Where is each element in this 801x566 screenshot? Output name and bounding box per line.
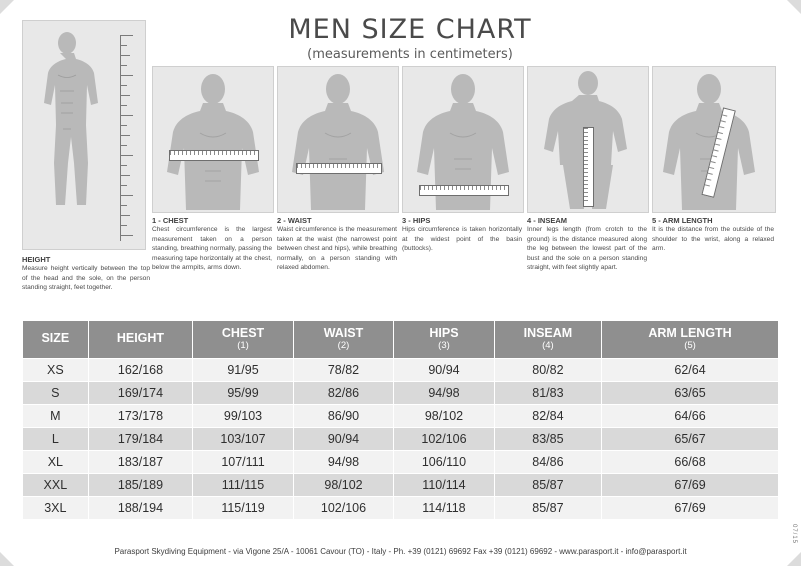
measurement-cell: 114/118: [394, 497, 494, 520]
measurement-cell: 85/87: [494, 497, 601, 520]
waist-caption: [277, 216, 397, 273]
hips-caption-title: 3 - HIPS: [402, 216, 431, 225]
measurement-cell: 90/94: [394, 359, 494, 382]
measurement-cell: 84/86: [494, 451, 601, 474]
measurement-cell: 115/119: [193, 497, 293, 520]
column-header-index: (3): [438, 339, 450, 351]
page-subtitle: (measurements in centimeters): [307, 47, 513, 62]
size-cell: 3XL: [23, 497, 89, 520]
column-header-label: HIPS: [429, 326, 459, 340]
height-caption-text: Measure height vertically between the top of the head and the sole, on the person standing straight, feet together.: [22, 265, 150, 292]
measurement-cell: 185/189: [88, 474, 193, 497]
hips-caption-text: Hips circumference is taken horizontally at the widest point of the basin (buttocks).: [402, 226, 522, 253]
measurement-cell: 103/107: [193, 428, 293, 451]
measurement-cell: 81/83: [494, 382, 601, 405]
table-row: [23, 474, 779, 497]
full-body-silhouette-icon: [27, 29, 107, 245]
size-cell: L: [23, 428, 89, 451]
size-cell: XL: [23, 451, 89, 474]
chest-caption-title: 1 - CHEST: [152, 216, 189, 225]
measurement-cell: 110/114: [394, 474, 494, 497]
hips-measuring-tape-icon: [419, 185, 509, 196]
measurement-cell: 62/64: [602, 359, 779, 382]
measurement-cell: 107/111: [193, 451, 293, 474]
arm-length-caption: [652, 216, 774, 254]
measurement-cell: 188/194: [88, 497, 193, 520]
column-header-index: (2): [337, 339, 350, 351]
arm-length-caption-title: 5 - ARM LENGTH: [652, 216, 713, 225]
measurement-cell: 102/106: [293, 497, 393, 520]
measurement-cell: 94/98: [293, 451, 393, 474]
chest-caption: [152, 216, 272, 273]
column-header-label: INSEAM: [523, 326, 573, 340]
measurement-cell: 98/102: [293, 474, 393, 497]
table-column-header: [23, 321, 89, 359]
measurement-cell: 67/69: [602, 474, 779, 497]
footer-contact: Parasport Skydiving Equipment - via Vigone 25/A - 10061 Cavour (TO) - Italy - Ph. +39 (0121) 69692 Fax +39 (0121) 69692 - www.parasport.it - info@parasport.it: [114, 547, 687, 556]
column-header-label: HEIGHT: [116, 331, 165, 346]
measurement-cell: 162/168: [88, 359, 193, 382]
hips-figure-panel: [402, 66, 524, 213]
measurement-cell: 83/85: [494, 428, 601, 451]
arm-length-figure-panel: [652, 66, 776, 213]
waist-figure-panel: [277, 66, 399, 213]
measurement-cell: 111/115: [193, 474, 293, 497]
height-caption: [22, 255, 150, 293]
measurement-cell: 86/90: [293, 405, 393, 428]
measurement-cell: 169/174: [88, 382, 193, 405]
measurement-cell: 63/65: [602, 382, 779, 405]
table-row: [23, 497, 779, 520]
table-row: [23, 359, 779, 382]
waist-caption-text: Waist circumference is the measurement taken at the waist (the narrowest point between chest and hips), while breathing normally, on a person standing with relaxed abdomen.: [277, 226, 397, 272]
column-header-index: (1): [237, 339, 249, 351]
measurement-cell: 67/69: [602, 497, 779, 520]
column-header-label: CHEST: [221, 326, 265, 340]
page-title: MEN SIZE CHART: [288, 14, 532, 45]
measurement-cell: 98/102: [394, 405, 494, 428]
measurement-cell: 82/84: [494, 405, 601, 428]
chest-figure-panel: [152, 66, 274, 213]
table-column-header: [394, 321, 494, 359]
page-header: [230, 14, 590, 62]
size-table-wrapper: [22, 320, 779, 520]
measurement-cell: 85/87: [494, 474, 601, 497]
measurement-cell: 64/66: [602, 405, 779, 428]
table-column-header: [602, 321, 779, 359]
table-row: [23, 428, 779, 451]
inseam-caption-title: 4 - INSEAM: [527, 216, 568, 225]
size-cell: XS: [23, 359, 89, 382]
measurement-cell: 66/68: [602, 451, 779, 474]
inseam-caption-text: Inner legs length (from crotch to the ground) is the distance measured along the leg between the lowest part of the bust and the sole on a person standing straight, with feet slightly apart.: [527, 226, 647, 272]
table-row: [23, 451, 779, 474]
height-figure-panel: [22, 20, 146, 250]
inseam-caption: [527, 216, 647, 273]
height-ruler-icon: [120, 35, 137, 241]
measurement-cell: 78/82: [293, 359, 393, 382]
measurement-cell: 91/95: [193, 359, 293, 382]
table-column-header: [494, 321, 601, 359]
size-cell: M: [23, 405, 89, 428]
corner-fold-top-left: [0, 0, 14, 14]
chest-measuring-tape-icon: [169, 150, 259, 161]
measurement-cell: 106/110: [394, 451, 494, 474]
arm-length-caption-text: It is the distance from the outside of the shoulder to the wrist, along a relaxed arm.: [652, 226, 774, 253]
table-column-header: [88, 321, 193, 359]
inseam-measuring-tape-icon: [583, 127, 594, 207]
measurement-cell: 90/94: [293, 428, 393, 451]
measurement-cell: 95/99: [193, 382, 293, 405]
size-table-body: [23, 359, 779, 520]
table-header-row: [23, 321, 779, 359]
inseam-figure-panel: [527, 66, 649, 213]
measurement-cell: 99/103: [193, 405, 293, 428]
chest-caption-text: Chest circumference is the largest measurement taken on a person standing, breathing normally, passing the measuring tape horizontally at the chest, below the armpits, arms down.: [152, 226, 272, 272]
document-revision-code: 07/15: [791, 523, 797, 544]
measurement-cell: 183/187: [88, 451, 193, 474]
height-caption-title: HEIGHT: [22, 255, 51, 264]
size-table: [22, 320, 779, 520]
torso-waist-silhouette-icon: [283, 67, 393, 210]
size-table-head: [23, 321, 779, 359]
measurement-cell: 94/98: [394, 382, 494, 405]
waist-caption-title: 2 - WAIST: [277, 216, 312, 225]
measurement-cell: 80/82: [494, 359, 601, 382]
table-column-header: [193, 321, 293, 359]
torso-chest-silhouette-icon: [158, 67, 268, 210]
hips-caption: [402, 216, 522, 254]
column-header-label: SIZE: [41, 331, 70, 346]
measurement-cell: 179/184: [88, 428, 193, 451]
column-header-label: ARM LENGTH: [648, 326, 732, 340]
column-header-index: (5): [684, 339, 696, 351]
column-header-label: WAIST: [323, 326, 364, 340]
measurement-cell: 65/67: [602, 428, 779, 451]
size-cell: XXL: [23, 474, 89, 497]
table-row: [23, 405, 779, 428]
measurement-cell: 173/178: [88, 405, 193, 428]
measurement-cell: 102/106: [394, 428, 494, 451]
corner-fold-top-right: [787, 0, 801, 14]
table-column-header: [293, 321, 393, 359]
size-cell: S: [23, 382, 89, 405]
waist-measuring-tape-icon: [296, 163, 382, 174]
column-header-index: (4): [542, 339, 554, 351]
table-row: [23, 382, 779, 405]
measurement-cell: 82/86: [293, 382, 393, 405]
